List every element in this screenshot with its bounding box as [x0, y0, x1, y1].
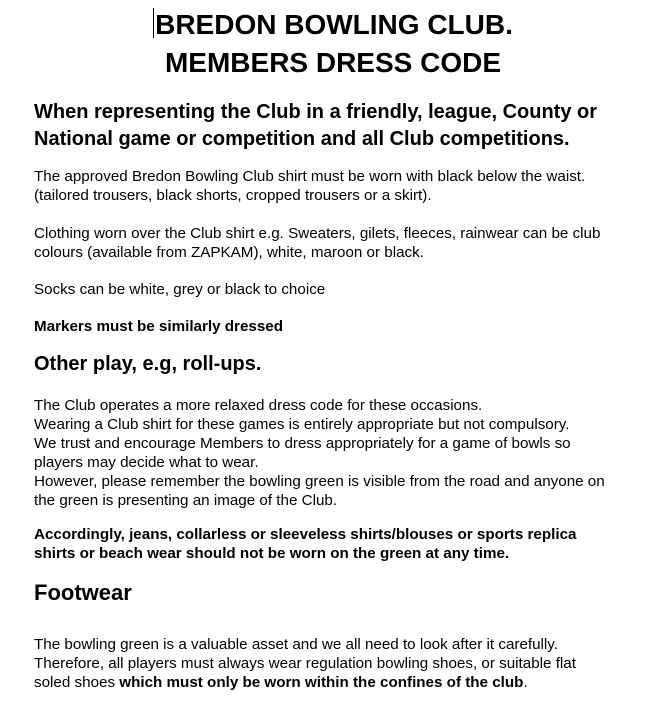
representing-heading	[34, 99, 654, 153]
paragraph-line	[34, 673, 654, 692]
representing-heading-line: National game or competition and all Club competitions.	[34, 128, 570, 150]
other-play-paragraph	[34, 396, 654, 510]
warning-paragraph	[34, 525, 654, 563]
paragraph-line: Wearing a Club shirt for these games is entirely appropriate but not compulsory.	[34, 416, 570, 433]
paragraph-line: The Club operates a more relaxed dress code for these occasions.	[34, 397, 483, 414]
footwear-heading: Footwear	[34, 580, 132, 605]
paragraph-line: players may decide what to wear.	[34, 454, 259, 471]
footwear-paragraph	[34, 635, 654, 692]
paragraph-line: However, please remember the bowling green is visible from the road and anyone on	[34, 473, 605, 490]
club-title	[0, 7, 666, 43]
text-cursor	[153, 8, 154, 38]
dress-code-title: MEMBERS DRESS CODE	[164, 47, 502, 78]
paragraph-line: Therefore, all players must always wear regulation bowling shoes, or suitable flat	[34, 655, 576, 672]
paragraph-line: The bowling green is a valuable asset and we all need to look after it carefully.	[34, 636, 558, 653]
footwear-bold-text: which must only be worn within the confines of the club	[119, 674, 524, 691]
paragraph-line: shirts or beach wear should not be worn on the green at any time.	[34, 545, 510, 562]
footwear-end-text: .	[523, 674, 528, 691]
paragraph-line: Accordingly, jeans, collarless or sleeveless shirts/blouses or sports replica	[34, 526, 577, 543]
paragraph-line: colours (available from ZAPKAM), white, maroon or black.	[34, 244, 424, 261]
shirt-paragraph	[34, 167, 654, 205]
socks-paragraph: Socks can be white, grey or black to choice	[34, 281, 326, 298]
paragraph-line: The approved Bredon Bowling Club shirt must be worn with black below the waist.	[34, 168, 586, 185]
markers-paragraph: Markers must be similarly dressed	[34, 318, 284, 335]
paragraph-line: the green is presenting an image of the Club.	[34, 492, 338, 509]
footwear-plain-text: soled shoes	[34, 674, 120, 691]
paragraph-line: We trust and encourage Members to dress appropriately for a game of bowls so	[34, 435, 571, 452]
club-title-text: BREDON BOWLING CLUB.	[155, 9, 513, 40]
paragraph-line: (tailored trousers, black shorts, cropped trousers or a skirt).	[34, 187, 432, 204]
paragraph-line: Clothing worn over the Club shirt e.g. Sweaters, gilets, fleeces, rainwear can be club	[34, 225, 601, 242]
representing-heading-line: When representing the Club in a friendly, league, County or	[34, 101, 598, 123]
other-play-heading: Other play, e.g, roll-ups.	[34, 353, 262, 375]
clothing-paragraph	[34, 224, 654, 262]
